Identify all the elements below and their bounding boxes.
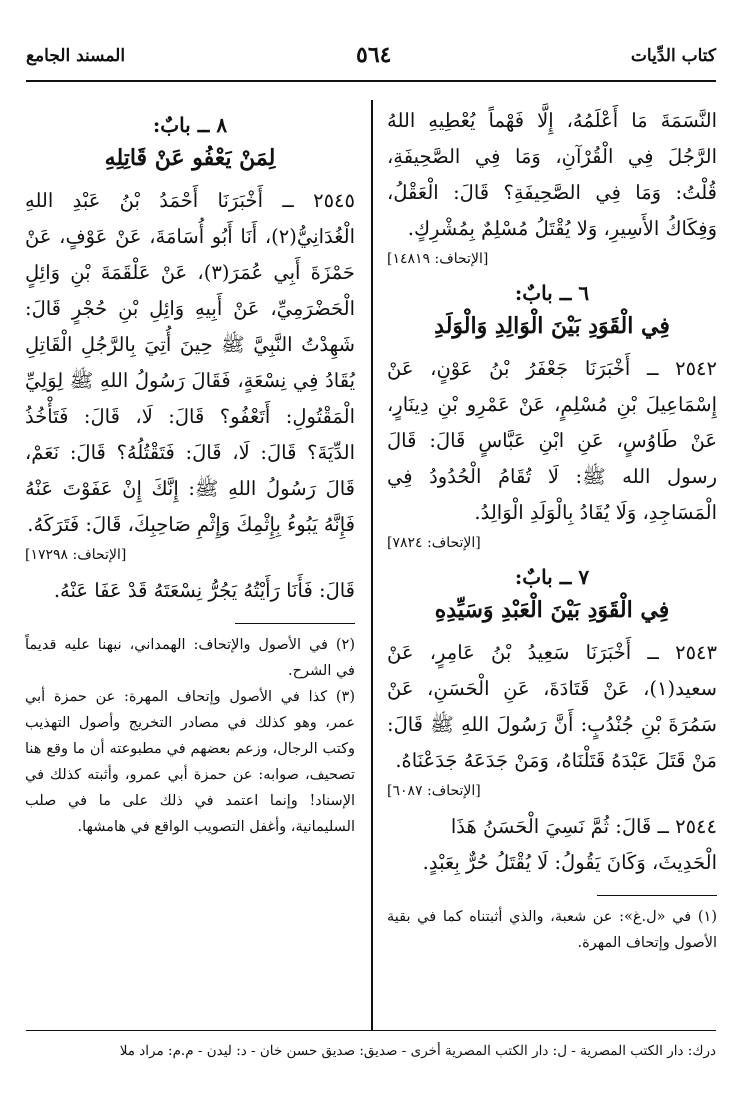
hadith-2542: ٢٥٤٢ ــ أَخْبَرَنَا جَعْفَرُ بْنُ عَوْنٍ، عَنْ إِسْمَاعِيلَ بْنِ مُسْلِمٍ، عَنْ عَمْرِو بْنِ دِينَارٍ، عَنْ طَاوُسٍ، عَنِ ابْنِ عَبَّاسٍ قَالَ: قَالَ رسول الله ﷺ: لَا تُقَامُ الْحُدُودُ فِي الْمَسَاجِدِ، وَلَا يُقَادُ بِالْوَلَدِ الْوَالِدُ. — [387, 357, 717, 524]
page-number: ٥٦٤ — [356, 42, 392, 68]
manuscript-legend: درك: دار الكتب المصرية - ل: دار الكتب المصرية أخرى - صديق: صديق حسن خان - د: ليدن - م.م: مراد ملا — [119, 1043, 716, 1059]
series-title: المسند الجامع — [26, 46, 126, 66]
chapter8-title: لِمَنْ يَعْفُو عَنْ قَاتِلِهِ — [104, 145, 276, 171]
column-divider — [371, 100, 373, 1030]
hadith-2543: ٢٥٤٣ ــ أَخْبَرَنَا سَعِيدُ بْنُ عَامِرٍ، عَنْ سعيد(١)، عَنْ قَتَادَةَ، عَنِ الْحَسَنِ، عَنْ سَمُرَةَ بْنِ جُنْدُبٍ: أَنَّ رَسُولَ اللهِ ﷺ قَالَ: مَنْ قَتَلَ عَبْدَهُ قَتَلْنَاهُ، وَمَنْ جَدَعَهُ جَدَعْنَاهُ. — [387, 641, 717, 772]
hadith-2542-citation: [الإتحاف: ٧٨٢٤] — [387, 535, 481, 551]
intro-citation: [الإتحاف: ١٤٨١٩] — [387, 251, 489, 267]
chapter7-number: ٧ ــ بابٌ: — [514, 565, 590, 589]
book-title: كتاب الدِّيات — [630, 46, 716, 66]
intro-paragraph: النَّسَمَةَ مَا أَعْلَمُهُ، إِلَّا فَهْماً يُعْطِيهِ اللهُ الرَّجُلَ فِي الْقُرْآنِ، وَمَا فِي الصَّحِيفَةِ، قُلْتُ: وَمَا فِي الصَّحِيفَةِ؟ قَالَ: الْعَقْلُ، وَفِكَاكُ الأَسِيرِ، وَلا يُقْتَلُ مُسْلِمٌ بِمُشْرِكٍ. — [387, 109, 717, 240]
hadith-2545: ٢٥٤٥ ــ أَخْبَرَنَا أَحْمَدُ بْنُ عَبْدِ اللهِ الْغُدَانِيُّ(٢)، أَنَا أَبُو أُسَامَةَ، عَنْ عَوْفٍ، عَنْ حَمْزَةَ أَبِي عُمَرَ(٣)، عَنْ عَلْقَمَةَ بْنِ وَائِلٍ الْحَضْرَمِيِّ، عَنْ أَبِيهِ وَائِلِ بْنِ حُجْرٍ قَالَ: شَهِدْتُ النَّبِيَّ ﷺ حِينَ أُتِيَ بِالرَّجُلِ الْقَاتِلِ يُقَادُ فِي نِسْعَةٍ، فَقَالَ رَسُولُ اللهِ ﷺ لِوَلِيِّ الْمَقْتُولِ: أَتَعْفُو؟ قَالَ: لَا، قَالَ: فَتَأْخُذُ الدِّيَةَ؟ قَالَ: لَا، قَالَ: فَتَقْتُلُهُ؟ قَالَ: نَعَمْ، قَالَ رَسُولُ اللهِ ﷺ: إِنَّكَ إِنْ عَفَوْتَ عَنْهُ فَإِنَّهُ يَبُوءُ بِإِثْمِكَ وَإِثْمِ صَاحِبِكَ، قَالَ: فَتَرَكَهُ. — [25, 189, 355, 536]
hadith-2545-citation: [الإتحاف: ١٧٢٩٨] — [25, 547, 127, 563]
footnote-rule — [597, 895, 717, 896]
chapter6-title: فِي الْقَوَدِ بَيْنَ الْوَالِدِ وَالْوَلَدِ — [434, 313, 670, 339]
footnote-rule — [235, 623, 355, 624]
footnote-3: (٣) كذا في الأصول وإتحاف المهرة: عن حمزة أبي عمر، وهو كذلك في مصادر التخريج وأصول التهذيب وكتب الرجال، وزعم بعضهم في مطبوعته أن ما وقع هنا تصحيف، صوابه: عن حمزة أبي عمرو، وأثبته كذلك في الإسناد! وإنما اعتمد في ذلك على ما في صلب السليمانية، وأغفل التصويب الواقع في هامشها. — [25, 689, 355, 836]
hadith-2544: ٢٥٤٤ ــ قَالَ: ثُمَّ نَسِيَ الْحَسَنُ هَذَا الْحَدِيثَ، وَكَانَ يَقُولُ: لَا يُقْتَلُ حُرٌّ بِعَبْدٍ. — [422, 815, 717, 874]
right-column — [387, 103, 717, 956]
page-footer — [26, 1030, 716, 1071]
closing-paragraph: قَالَ: فَأَنَا رَأَيْتُهُ يَجُرُّ نِسْعَتَهُ قَدْ عَفَا عَنْهُ. — [53, 579, 355, 602]
left-column — [25, 103, 355, 840]
chapter8-number: ٨ ــ بابٌ: — [152, 113, 228, 137]
chapter7-title: فِي الْقَوَدِ بَيْنَ الْعَبْدِ وَسَيِّدِهِ — [434, 597, 670, 623]
footnote-1: (١) في «ل.غ»: عن شعبة، والذي أثبتناه كما في بقية الأصول وإتحاف المهرة. — [387, 909, 717, 952]
hadith-2543-citation: [الإتحاف: ٦٠٨٧] — [387, 783, 481, 799]
chapter6-number: ٦ ــ بابٌ: — [514, 281, 590, 305]
footnote-2: (٢) في الأصول والإتحاف: الهمداني، نبهنا عليه قديماً في الشرح. — [25, 637, 355, 680]
page-header — [26, 40, 716, 82]
